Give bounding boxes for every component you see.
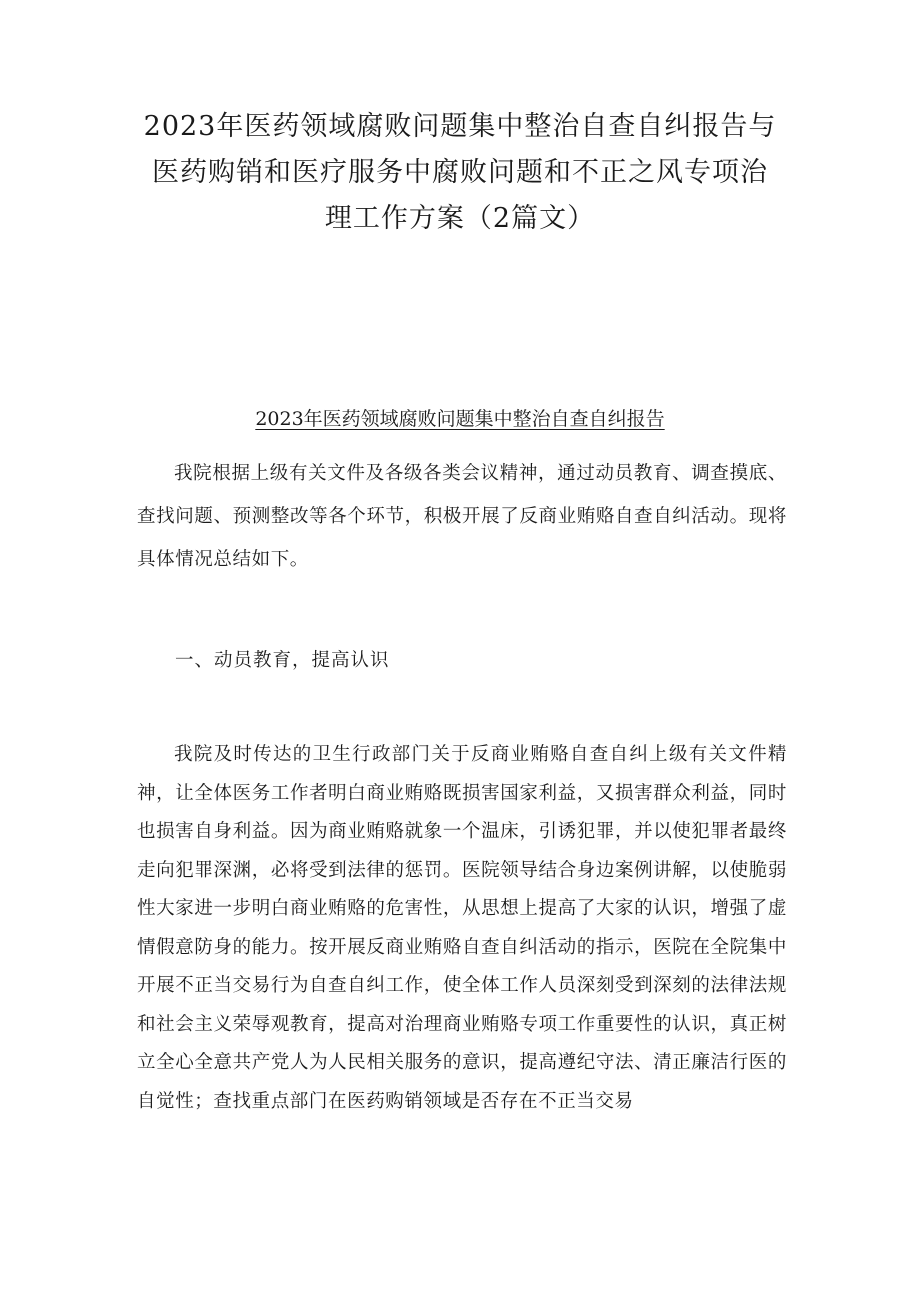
intro-paragraph: 我院根据上级有关文件及各级各类会议精神，通过动员教育、调查摸底、查找问题、预测整改等各个环节，积极开展了反商业贿赂自查自纠活动。现将具体情况总结如下。 bbox=[137, 463, 787, 570]
title-line-1: 2023年医药领域腐败问题集中整治自查自纠报告与 bbox=[143, 111, 777, 142]
section-title: 2023年医药领域腐败问题集中整治自查自纠报告 bbox=[255, 408, 665, 430]
section-heading-1: 一、动员教育，提高认识 bbox=[175, 650, 390, 671]
title-line-2: 医药购销和医疗服务中腐败问题和不正之风专项治 bbox=[152, 157, 768, 188]
title-line-3: 理工作方案（2篇文） bbox=[324, 203, 596, 234]
body-paragraph: 我院及时传达的卫生行政部门关于反商业贿赂自查自纠上级有关文件精神，让全体医务工作者明白商业贿赂既损害国家利益，又损害群众利益，同时也损害自身利益。因为商业贿赂就象一个温床，引诱犯罪，并以使犯罪者最终走向犯罪深渊，必将受到法律的惩罚。医院领导结合身边案例讲解，以使脆弱性大家进一步明白商业贿赂的危害性，从思想上提高了大家的认识，增强了虚情假意防身的能力。按开展反商业贿赂自查自纠活动的指示，医院在全院集中开展不正当交易行为自查自纠工作，使全体工作人员深刻受到深刻的法律法规和社会主义荣辱观教育，提高对治理商业贿赂专项工作重要性的认识，真正树立全心全意共产党人为人民相关服务的意识，提高遵纪守法、清正廉洁行医的自觉性；查找重点部门在医药购销领域是否存在不正当交易 bbox=[137, 744, 787, 1112]
document-title bbox=[110, 104, 810, 242]
